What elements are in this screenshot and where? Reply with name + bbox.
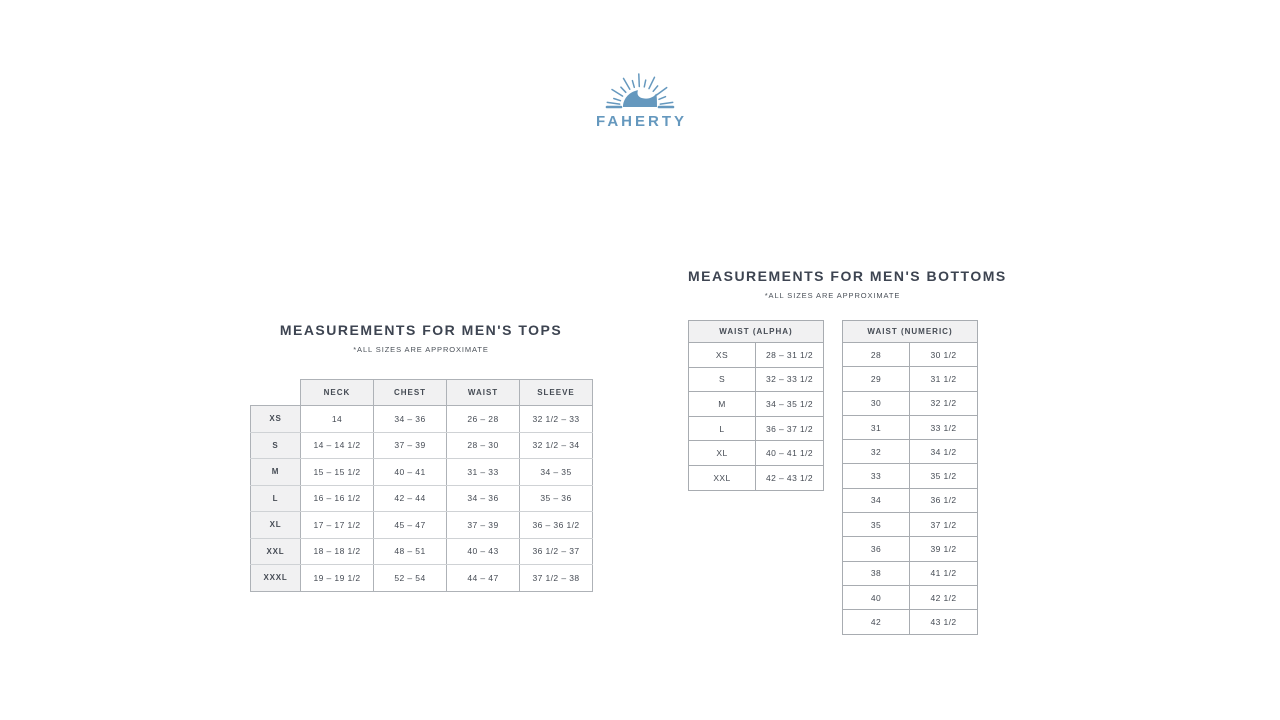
measurement-cell: 31 1/2 bbox=[910, 367, 978, 391]
measurement-cell: 39 1/2 bbox=[910, 537, 978, 561]
alpha-header-row bbox=[689, 321, 824, 343]
measurement-cell: 40 – 41 1/2 bbox=[756, 441, 824, 466]
measurement-cell: 36 – 36 1/2 bbox=[520, 512, 593, 539]
table-row bbox=[843, 415, 978, 439]
bottoms-title: MEASUREMENTS FOR MEN'S BOTTOMS bbox=[688, 268, 1007, 284]
measurement-cell: 34 – 36 bbox=[447, 485, 520, 512]
table-row bbox=[251, 432, 593, 459]
measurement-cell: 14 bbox=[301, 406, 374, 433]
sun-wave bbox=[623, 90, 657, 107]
tops-title: MEASUREMENTS FOR MEN'S TOPS bbox=[279, 322, 563, 338]
tops-size-table bbox=[250, 379, 593, 592]
measurement-cell: 43 1/2 bbox=[910, 610, 978, 634]
tops-header-row bbox=[251, 380, 593, 406]
table-row bbox=[689, 367, 824, 392]
alpha-table-body bbox=[689, 343, 824, 491]
size-label: S bbox=[251, 432, 301, 459]
size-label: L bbox=[251, 485, 301, 512]
measurement-cell: 34 – 35 1/2 bbox=[756, 392, 824, 417]
numeric-table-body bbox=[843, 343, 978, 635]
measurement-cell: 28 – 30 bbox=[447, 432, 520, 459]
measurement-cell: 34 – 36 bbox=[374, 406, 447, 433]
waist-alpha-table bbox=[688, 320, 824, 491]
table-row bbox=[689, 392, 824, 417]
measurement-cell: 42 – 44 bbox=[374, 485, 447, 512]
table-row bbox=[843, 343, 978, 367]
table-row bbox=[843, 367, 978, 391]
size-label: 28 bbox=[843, 343, 910, 367]
size-label: L bbox=[689, 416, 756, 441]
column-header-sleeve: SLEEVE bbox=[520, 380, 593, 406]
table-row bbox=[689, 465, 824, 490]
measurement-cell: 42 – 43 1/2 bbox=[756, 465, 824, 490]
table-row bbox=[843, 537, 978, 561]
alpha-table-header: WAIST (ALPHA) bbox=[689, 321, 824, 343]
numeric-table-header: WAIST (NUMERIC) bbox=[843, 321, 978, 343]
measurement-cell: 32 1/2 – 34 bbox=[520, 432, 593, 459]
measurement-cell: 31 – 33 bbox=[447, 459, 520, 486]
size-label: 36 bbox=[843, 537, 910, 561]
faherty-logo bbox=[593, 66, 687, 130]
size-label: S bbox=[689, 367, 756, 392]
table-row bbox=[251, 565, 593, 592]
size-label: 32 bbox=[843, 440, 910, 464]
column-header-chest: CHEST bbox=[374, 380, 447, 406]
measurement-cell: 28 – 31 1/2 bbox=[756, 343, 824, 368]
table-row bbox=[843, 440, 978, 464]
size-label: 35 bbox=[843, 513, 910, 537]
tops-table-body bbox=[251, 406, 593, 592]
measurement-cell: 30 1/2 bbox=[910, 343, 978, 367]
table-row bbox=[251, 512, 593, 539]
corner-cell bbox=[251, 380, 301, 406]
brand-name: FAHERTY bbox=[595, 113, 688, 130]
table-row bbox=[251, 406, 593, 433]
table-row bbox=[251, 538, 593, 565]
measurement-cell: 15 – 15 1/2 bbox=[301, 459, 374, 486]
tops-section bbox=[250, 322, 592, 592]
size-label: XXXL bbox=[251, 565, 301, 592]
waist-numeric-table bbox=[842, 320, 978, 635]
measurement-cell: 14 – 14 1/2 bbox=[301, 432, 374, 459]
measurement-cell: 34 – 35 bbox=[520, 459, 593, 486]
table-row bbox=[843, 391, 978, 415]
column-header-neck: NECK bbox=[301, 380, 374, 406]
table-row bbox=[689, 416, 824, 441]
measurement-cell: 45 – 47 bbox=[374, 512, 447, 539]
table-row bbox=[251, 485, 593, 512]
table-row bbox=[843, 585, 978, 609]
table-row bbox=[689, 441, 824, 466]
size-label: 33 bbox=[843, 464, 910, 488]
measurement-cell: 32 – 33 1/2 bbox=[756, 367, 824, 392]
measurement-cell: 35 – 36 bbox=[520, 485, 593, 512]
measurement-cell: 40 – 41 bbox=[374, 459, 447, 486]
size-label: M bbox=[689, 392, 756, 417]
size-label: 42 bbox=[843, 610, 910, 634]
table-row bbox=[843, 513, 978, 537]
measurement-cell: 34 1/2 bbox=[910, 440, 978, 464]
measurement-cell: 32 1/2 – 33 bbox=[520, 406, 593, 433]
measurement-cell: 33 1/2 bbox=[910, 415, 978, 439]
measurement-cell: 48 – 51 bbox=[374, 538, 447, 565]
bottoms-subtitle: *ALL SIZES ARE APPROXIMATE bbox=[764, 291, 901, 300]
size-label: XS bbox=[251, 406, 301, 433]
tops-subtitle: *ALL SIZES ARE APPROXIMATE bbox=[353, 345, 489, 354]
measurement-cell: 37 1/2 – 38 bbox=[520, 565, 593, 592]
measurement-cell: 37 – 39 bbox=[447, 512, 520, 539]
size-label: 40 bbox=[843, 585, 910, 609]
table-row bbox=[843, 488, 978, 512]
size-label: XXL bbox=[689, 465, 756, 490]
table-row bbox=[251, 459, 593, 486]
size-label: XL bbox=[689, 441, 756, 466]
measurement-cell: 42 1/2 bbox=[910, 585, 978, 609]
measurement-cell: 36 1/2 bbox=[910, 488, 978, 512]
size-label: XL bbox=[251, 512, 301, 539]
measurement-cell: 36 1/2 – 37 bbox=[520, 538, 593, 565]
measurement-cell: 35 1/2 bbox=[910, 464, 978, 488]
size-label: XS bbox=[689, 343, 756, 368]
measurement-cell: 36 – 37 1/2 bbox=[756, 416, 824, 441]
measurement-cell: 52 – 54 bbox=[374, 565, 447, 592]
sunrise-icon bbox=[600, 66, 680, 112]
size-label: M bbox=[251, 459, 301, 486]
bottoms-section bbox=[688, 268, 1007, 648]
measurement-cell: 41 1/2 bbox=[910, 561, 978, 585]
measurement-cell: 17 – 17 1/2 bbox=[301, 512, 374, 539]
size-label: XXL bbox=[251, 538, 301, 565]
measurement-cell: 16 – 16 1/2 bbox=[301, 485, 374, 512]
measurement-cell: 26 – 28 bbox=[447, 406, 520, 433]
table-row bbox=[843, 561, 978, 585]
table-row bbox=[689, 343, 824, 368]
measurement-cell: 37 – 39 bbox=[374, 432, 447, 459]
size-label: 31 bbox=[843, 415, 910, 439]
table-row bbox=[843, 464, 978, 488]
measurement-cell: 18 – 18 1/2 bbox=[301, 538, 374, 565]
numeric-header-row bbox=[843, 321, 978, 343]
measurement-cell: 40 – 43 bbox=[447, 538, 520, 565]
measurement-cell: 19 – 19 1/2 bbox=[301, 565, 374, 592]
measurement-cell: 37 1/2 bbox=[910, 513, 978, 537]
size-label: 38 bbox=[843, 561, 910, 585]
size-label: 29 bbox=[843, 367, 910, 391]
measurement-cell: 32 1/2 bbox=[910, 391, 978, 415]
measurement-cell: 44 – 47 bbox=[447, 565, 520, 592]
size-label: 30 bbox=[843, 391, 910, 415]
column-header-waist: WAIST bbox=[447, 380, 520, 406]
size-label: 34 bbox=[843, 488, 910, 512]
table-row bbox=[843, 610, 978, 634]
